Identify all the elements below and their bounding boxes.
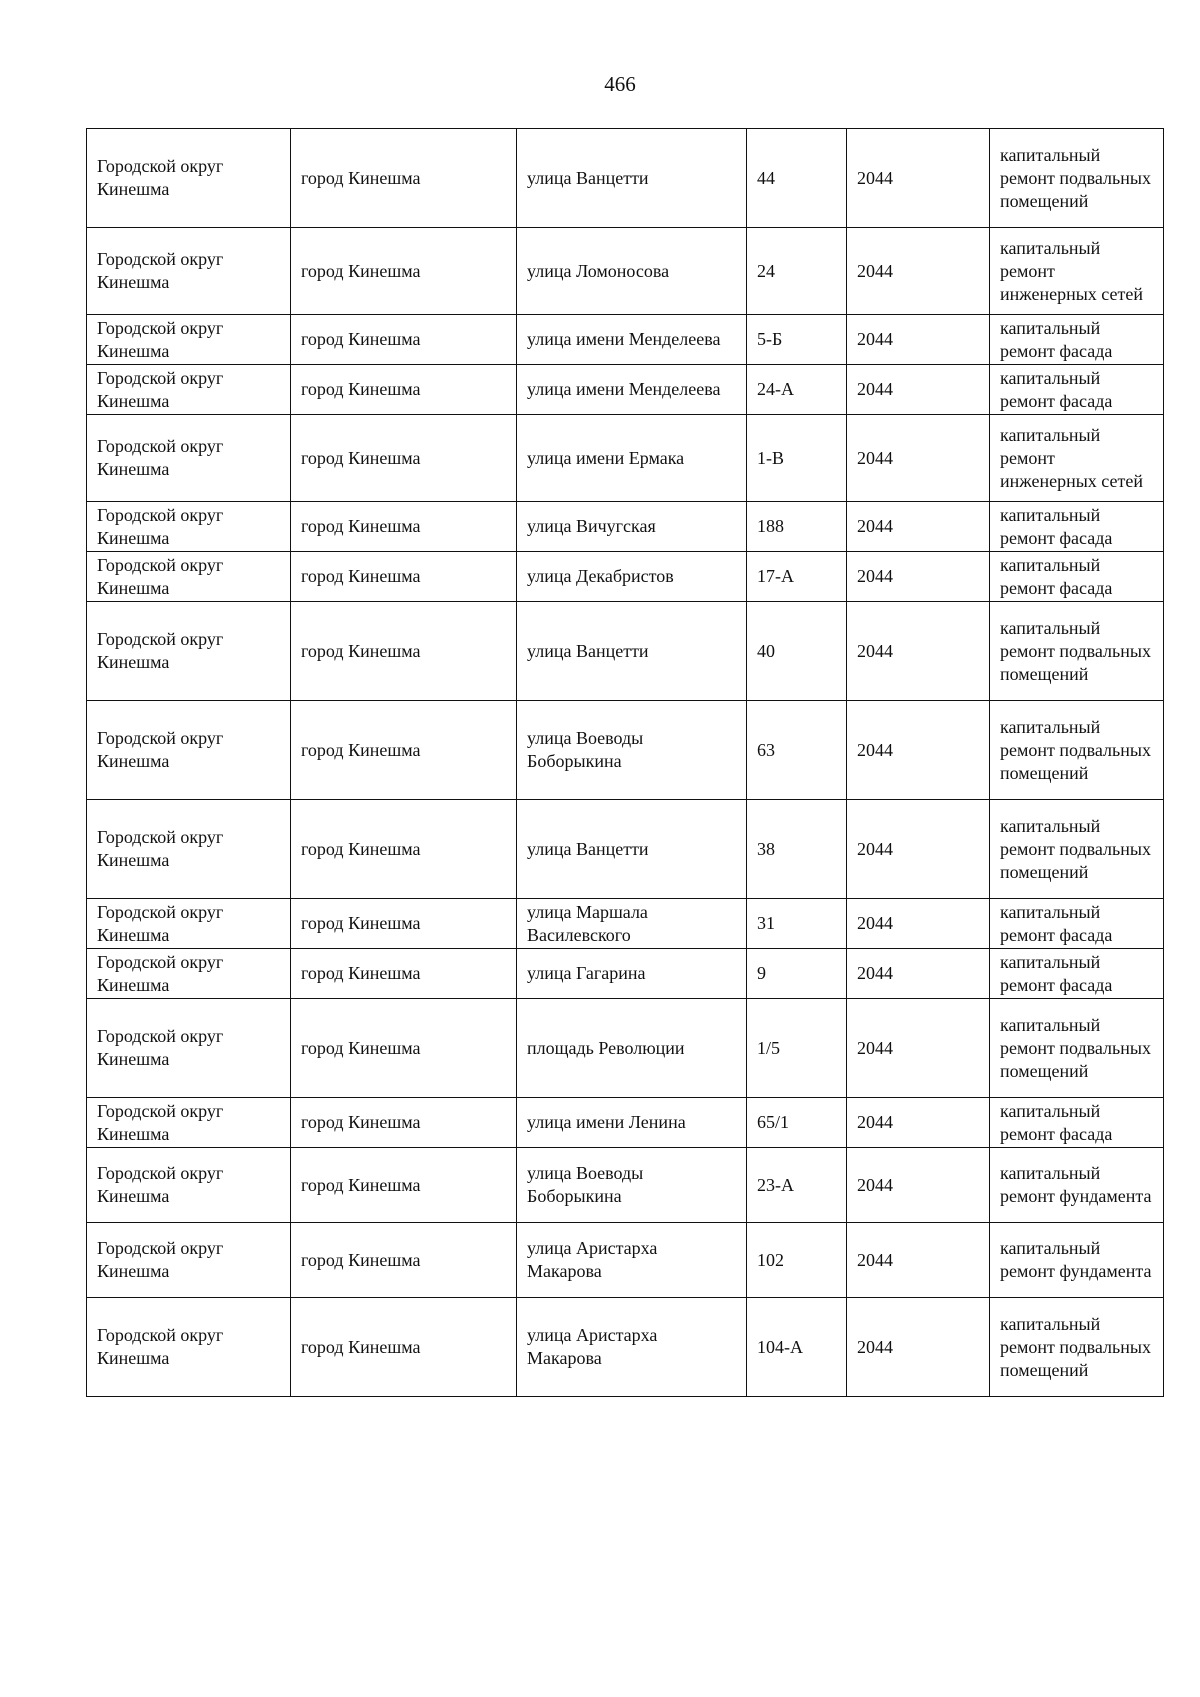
municipality-cell: Городской округ Кинешма bbox=[87, 415, 291, 502]
work-type-cell: капитальный ремонт подвальных помещений bbox=[990, 800, 1164, 899]
work-type-cell: капитальный ремонт подвальных помещений bbox=[990, 129, 1164, 228]
table-row bbox=[87, 315, 1164, 365]
table-row bbox=[87, 701, 1164, 800]
year-cell: 2044 bbox=[847, 800, 990, 899]
house-number-cell: 188 bbox=[747, 502, 847, 552]
house-number-cell: 65/1 bbox=[747, 1098, 847, 1148]
year-cell: 2044 bbox=[847, 701, 990, 800]
house-number-cell: 24 bbox=[747, 228, 847, 315]
municipality-cell: Городской округ Кинешма bbox=[87, 949, 291, 999]
table-row bbox=[87, 1298, 1164, 1397]
locality-cell: город Кинешма bbox=[291, 899, 517, 949]
year-cell: 2044 bbox=[847, 999, 990, 1098]
year-cell: 2044 bbox=[847, 415, 990, 502]
house-number-cell: 5-Б bbox=[747, 315, 847, 365]
locality-cell: город Кинешма bbox=[291, 701, 517, 800]
year-cell: 2044 bbox=[847, 949, 990, 999]
work-type-cell: капитальный ремонт подвальных помещений bbox=[990, 602, 1164, 701]
locality-cell: город Кинешма bbox=[291, 800, 517, 899]
work-type-cell: капитальный ремонт фасада bbox=[990, 502, 1164, 552]
page-number: 466 bbox=[604, 72, 636, 96]
year-cell: 2044 bbox=[847, 228, 990, 315]
house-number-cell: 9 bbox=[747, 949, 847, 999]
locality-cell: город Кинешма bbox=[291, 949, 517, 999]
municipality-cell: Городской округ Кинешма bbox=[87, 365, 291, 415]
locality-cell: город Кинешма bbox=[291, 1098, 517, 1148]
house-number-cell: 1-В bbox=[747, 415, 847, 502]
municipality-cell: Городской округ Кинешма bbox=[87, 315, 291, 365]
house-number-cell: 102 bbox=[747, 1223, 847, 1298]
locality-cell: город Кинешма bbox=[291, 1148, 517, 1223]
locality-cell: город Кинешма bbox=[291, 1298, 517, 1397]
work-type-cell: капитальный ремонт фасада bbox=[990, 899, 1164, 949]
table-row bbox=[87, 949, 1164, 999]
municipality-cell: Городской округ Кинешма bbox=[87, 129, 291, 228]
table-row bbox=[87, 1098, 1164, 1148]
street-cell: улица Воеводы Боборыкина bbox=[517, 701, 747, 800]
house-number-cell: 31 bbox=[747, 899, 847, 949]
year-cell: 2044 bbox=[847, 365, 990, 415]
table-row bbox=[87, 365, 1164, 415]
year-cell: 2044 bbox=[847, 602, 990, 701]
repair-schedule-table bbox=[86, 128, 1164, 1397]
street-cell: улица Ванцетти bbox=[517, 129, 747, 228]
street-cell: улица Аристарха Макарова bbox=[517, 1298, 747, 1397]
locality-cell: город Кинешма bbox=[291, 129, 517, 228]
locality-cell: город Кинешма bbox=[291, 365, 517, 415]
street-cell: улица имени Ермака bbox=[517, 415, 747, 502]
house-number-cell: 40 bbox=[747, 602, 847, 701]
table-row bbox=[87, 552, 1164, 602]
work-type-cell: капитальный ремонт инженерных сетей bbox=[990, 415, 1164, 502]
table-row bbox=[87, 1223, 1164, 1298]
street-cell: улица имени Менделеева bbox=[517, 315, 747, 365]
locality-cell: город Кинешма bbox=[291, 228, 517, 315]
work-type-cell: капитальный ремонт подвальных помещений bbox=[990, 701, 1164, 800]
table-row bbox=[87, 129, 1164, 228]
year-cell: 2044 bbox=[847, 1098, 990, 1148]
locality-cell: город Кинешма bbox=[291, 552, 517, 602]
year-cell: 2044 bbox=[847, 899, 990, 949]
street-cell: улица Ванцетти bbox=[517, 800, 747, 899]
work-type-cell: капитальный ремонт фундамента bbox=[990, 1148, 1164, 1223]
municipality-cell: Городской округ Кинешма bbox=[87, 502, 291, 552]
street-cell: улица Декабристов bbox=[517, 552, 747, 602]
locality-cell: город Кинешма bbox=[291, 502, 517, 552]
table-body bbox=[87, 129, 1164, 1397]
street-cell: улица Гагарина bbox=[517, 949, 747, 999]
street-cell: площадь Революции bbox=[517, 999, 747, 1098]
work-type-cell: капитальный ремонт фасада bbox=[990, 1098, 1164, 1148]
work-type-cell: капитальный ремонт фасада bbox=[990, 315, 1164, 365]
table-row bbox=[87, 800, 1164, 899]
municipality-cell: Городской округ Кинешма bbox=[87, 602, 291, 701]
municipality-cell: Городской округ Кинешма bbox=[87, 228, 291, 315]
locality-cell: город Кинешма bbox=[291, 315, 517, 365]
work-type-cell: капитальный ремонт фасада bbox=[990, 552, 1164, 602]
street-cell: улица Вичугская bbox=[517, 502, 747, 552]
locality-cell: город Кинешма bbox=[291, 999, 517, 1098]
house-number-cell: 17-А bbox=[747, 552, 847, 602]
street-cell: улица Ломоносова bbox=[517, 228, 747, 315]
street-cell: улица имени Ленина bbox=[517, 1098, 747, 1148]
year-cell: 2044 bbox=[847, 1298, 990, 1397]
locality-cell: город Кинешма bbox=[291, 1223, 517, 1298]
house-number-cell: 38 bbox=[747, 800, 847, 899]
municipality-cell: Городской округ Кинешма bbox=[87, 1148, 291, 1223]
municipality-cell: Городской округ Кинешма bbox=[87, 1298, 291, 1397]
municipality-cell: Городской округ Кинешма bbox=[87, 701, 291, 800]
work-type-cell: капитальный ремонт фасада bbox=[990, 949, 1164, 999]
locality-cell: город Кинешма bbox=[291, 415, 517, 502]
street-cell: улица Воеводы Боборыкина bbox=[517, 1148, 747, 1223]
street-cell: улица имени Менделеева bbox=[517, 365, 747, 415]
street-cell: улица Аристарха Макарова bbox=[517, 1223, 747, 1298]
table-row bbox=[87, 899, 1164, 949]
year-cell: 2044 bbox=[847, 502, 990, 552]
house-number-cell: 63 bbox=[747, 701, 847, 800]
house-number-cell: 23-А bbox=[747, 1148, 847, 1223]
locality-cell: город Кинешма bbox=[291, 602, 517, 701]
year-cell: 2044 bbox=[847, 129, 990, 228]
table-row bbox=[87, 228, 1164, 315]
municipality-cell: Городской округ Кинешма bbox=[87, 1223, 291, 1298]
municipality-cell: Городской округ Кинешма bbox=[87, 552, 291, 602]
table-row bbox=[87, 502, 1164, 552]
work-type-cell: капитальный ремонт инженерных сетей bbox=[990, 228, 1164, 315]
work-type-cell: капитальный ремонт фасада bbox=[990, 365, 1164, 415]
house-number-cell: 44 bbox=[747, 129, 847, 228]
street-cell: улица Маршала Василевского bbox=[517, 899, 747, 949]
year-cell: 2044 bbox=[847, 552, 990, 602]
work-type-cell: капитальный ремонт подвальных помещений bbox=[990, 1298, 1164, 1397]
year-cell: 2044 bbox=[847, 1148, 990, 1223]
municipality-cell: Городской округ Кинешма bbox=[87, 800, 291, 899]
table-row bbox=[87, 415, 1164, 502]
year-cell: 2044 bbox=[847, 1223, 990, 1298]
municipality-cell: Городской округ Кинешма bbox=[87, 999, 291, 1098]
municipality-cell: Городской округ Кинешма bbox=[87, 899, 291, 949]
work-type-cell: капитальный ремонт фундамента bbox=[990, 1223, 1164, 1298]
table-row bbox=[87, 999, 1164, 1098]
house-number-cell: 1/5 bbox=[747, 999, 847, 1098]
municipality-cell: Городской округ Кинешма bbox=[87, 1098, 291, 1148]
house-number-cell: 104-А bbox=[747, 1298, 847, 1397]
house-number-cell: 24-А bbox=[747, 365, 847, 415]
street-cell: улица Ванцетти bbox=[517, 602, 747, 701]
table-row bbox=[87, 602, 1164, 701]
year-cell: 2044 bbox=[847, 315, 990, 365]
work-type-cell: капитальный ремонт подвальных помещений bbox=[990, 999, 1164, 1098]
table-row bbox=[87, 1148, 1164, 1223]
